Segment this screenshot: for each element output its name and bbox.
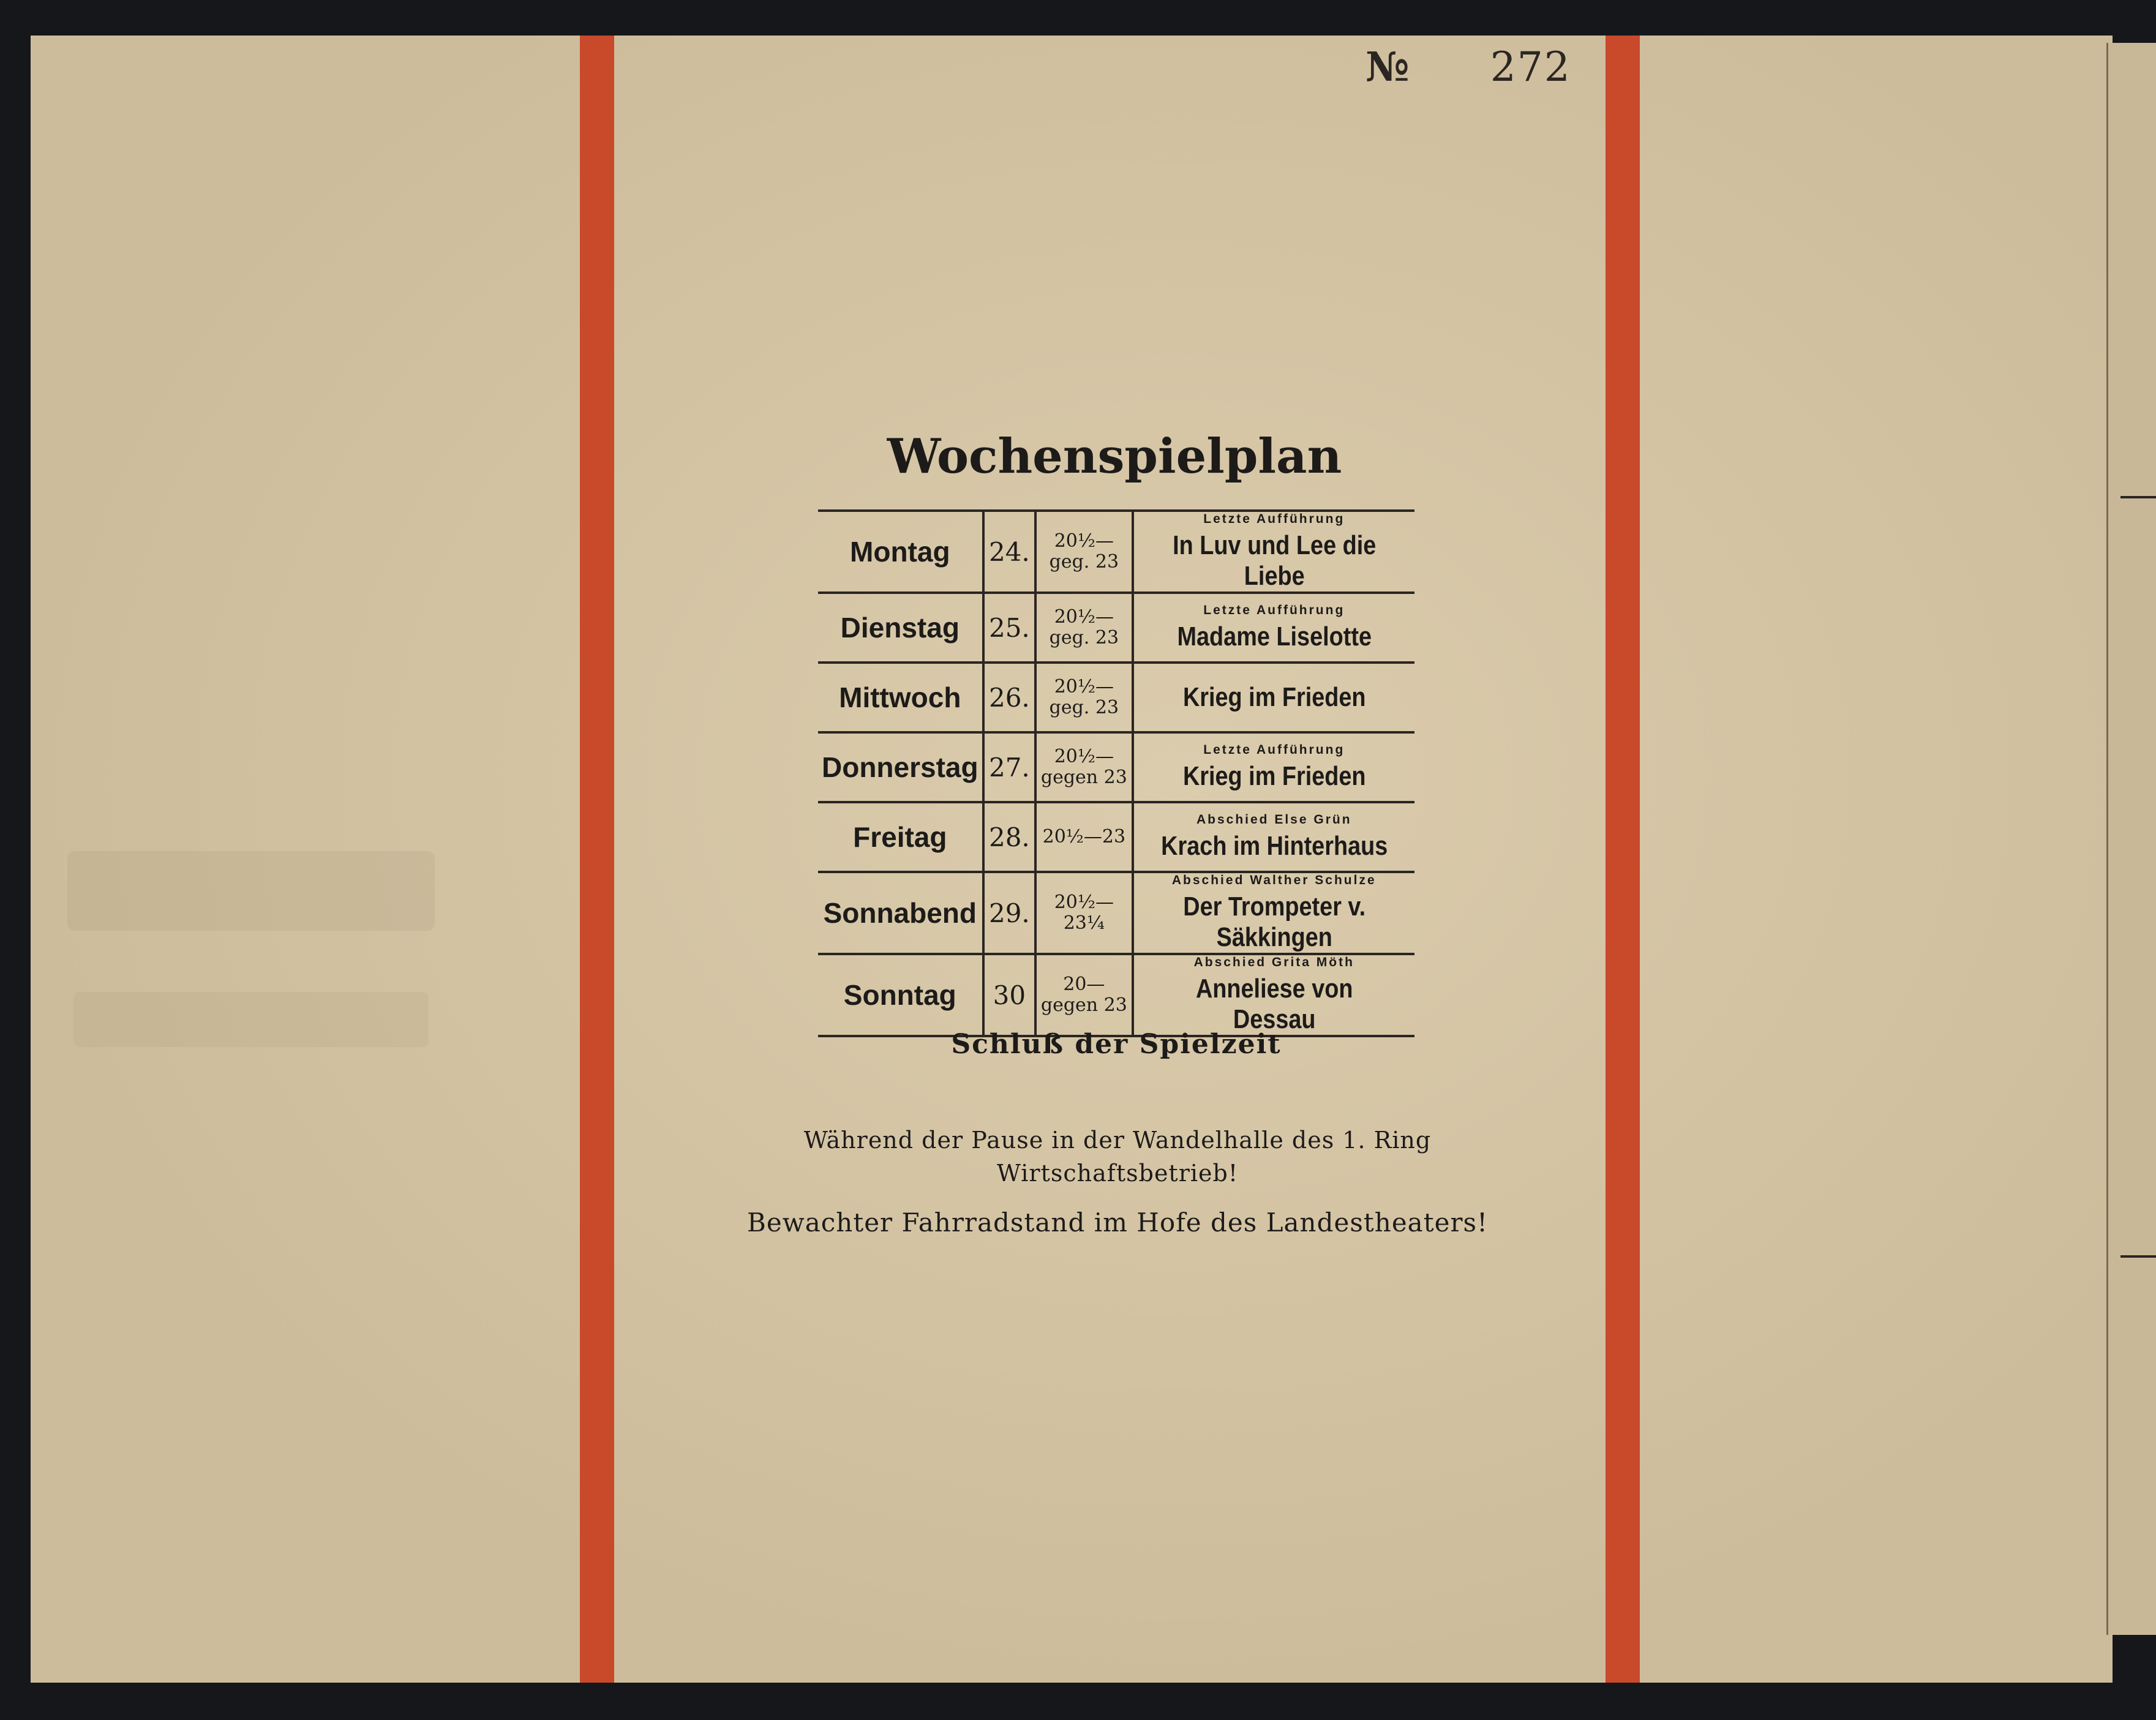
- play-title: In Luv und Lee die Liebe: [1172, 530, 1376, 591]
- time-cell: 20½— geg. 23: [1035, 511, 1132, 593]
- show-cell: [1133, 593, 1414, 663]
- play-title: Krach im Hinterhaus: [1160, 831, 1388, 861]
- red-border-left: [580, 36, 614, 1683]
- number-sign: №: [1365, 43, 1411, 91]
- play-title: Krieg im Frieden: [1182, 761, 1366, 791]
- date-cell: 25.: [983, 593, 1036, 663]
- weekday-cell: Mittwoch: [818, 663, 983, 732]
- play-title: Madame Liselotte: [1177, 622, 1372, 652]
- performance-note: Letzte Aufführung: [1203, 512, 1345, 526]
- next-page-edge: [2106, 43, 2156, 1635]
- weekday-cell: Sonntag: [818, 954, 983, 1036]
- weekly-schedule-table: [818, 509, 1414, 1037]
- time-cell: 20½— 23¼: [1035, 872, 1132, 954]
- weekday-cell: Dienstag: [818, 593, 983, 663]
- time-cell: 20½— gegen 23: [1035, 732, 1132, 802]
- weekday-cell: Sonnabend: [818, 872, 983, 954]
- intermission-notice: Während der Pause in der Wandelhalle des 1. Ring Wirtschaftsbetrieb!: [803, 1127, 1432, 1187]
- date-cell: 24.: [983, 511, 1036, 593]
- schedule-row: [818, 802, 1414, 872]
- date-cell: 29.: [983, 872, 1036, 954]
- time-cell: 20½—23: [1035, 802, 1132, 872]
- performance-note: Abschied Grita Möth: [1193, 955, 1354, 969]
- play-title: Anneliese von Dessau: [1195, 974, 1353, 1034]
- performance-note: Letzte Aufführung: [1203, 743, 1345, 757]
- show-cell: [1133, 663, 1414, 732]
- date-cell: 27.: [983, 732, 1036, 802]
- performance-note: Abschied Else Grün: [1196, 813, 1352, 827]
- red-border-right: [1606, 36, 1640, 1683]
- page-title: Wochenspielplan: [887, 429, 1342, 484]
- schedule-row: [818, 593, 1414, 663]
- time-cell: 20— gegen 23: [1035, 954, 1132, 1036]
- bleed-through-shadow: [67, 851, 435, 931]
- play-title: Der Trompeter v. Säkkingen: [1182, 892, 1365, 952]
- schedule-row: [818, 732, 1414, 802]
- edge-rule: [2120, 1255, 2156, 1258]
- schedule-row: [818, 872, 1414, 954]
- bleed-through-shadow: [73, 992, 429, 1047]
- performance-note: Letzte Aufführung: [1203, 603, 1345, 617]
- time-cell: 20½— geg. 23: [1035, 663, 1132, 732]
- program-number: [1365, 43, 1571, 91]
- bicycle-notice: Bewachter Fahrradstand im Hofe des Landestheaters!: [747, 1207, 1488, 1237]
- play-title: Krieg im Frieden: [1182, 682, 1366, 712]
- weekday-cell: Donnerstag: [818, 732, 983, 802]
- show-cell: [1133, 802, 1414, 872]
- date-cell: 30: [983, 954, 1036, 1036]
- show-cell: [1133, 954, 1414, 1036]
- weekday-cell: Montag: [818, 511, 983, 593]
- show-cell: [1133, 511, 1414, 593]
- schedule-row: [818, 511, 1414, 593]
- schedule-row: [818, 954, 1414, 1036]
- time-cell: 20½— geg. 23: [1035, 593, 1132, 663]
- weekday-cell: Freitag: [818, 802, 983, 872]
- date-cell: 28.: [983, 802, 1036, 872]
- date-cell: 26.: [983, 663, 1036, 732]
- show-cell: [1133, 732, 1414, 802]
- show-cell: [1133, 872, 1414, 954]
- performance-note: Abschied Walther Schulze: [1171, 873, 1377, 887]
- season-end-heading: Schluß der Spielzeit: [951, 1029, 1282, 1060]
- number-value: 272: [1490, 43, 1571, 91]
- schedule-row: [818, 663, 1414, 732]
- edge-rule: [2120, 496, 2156, 498]
